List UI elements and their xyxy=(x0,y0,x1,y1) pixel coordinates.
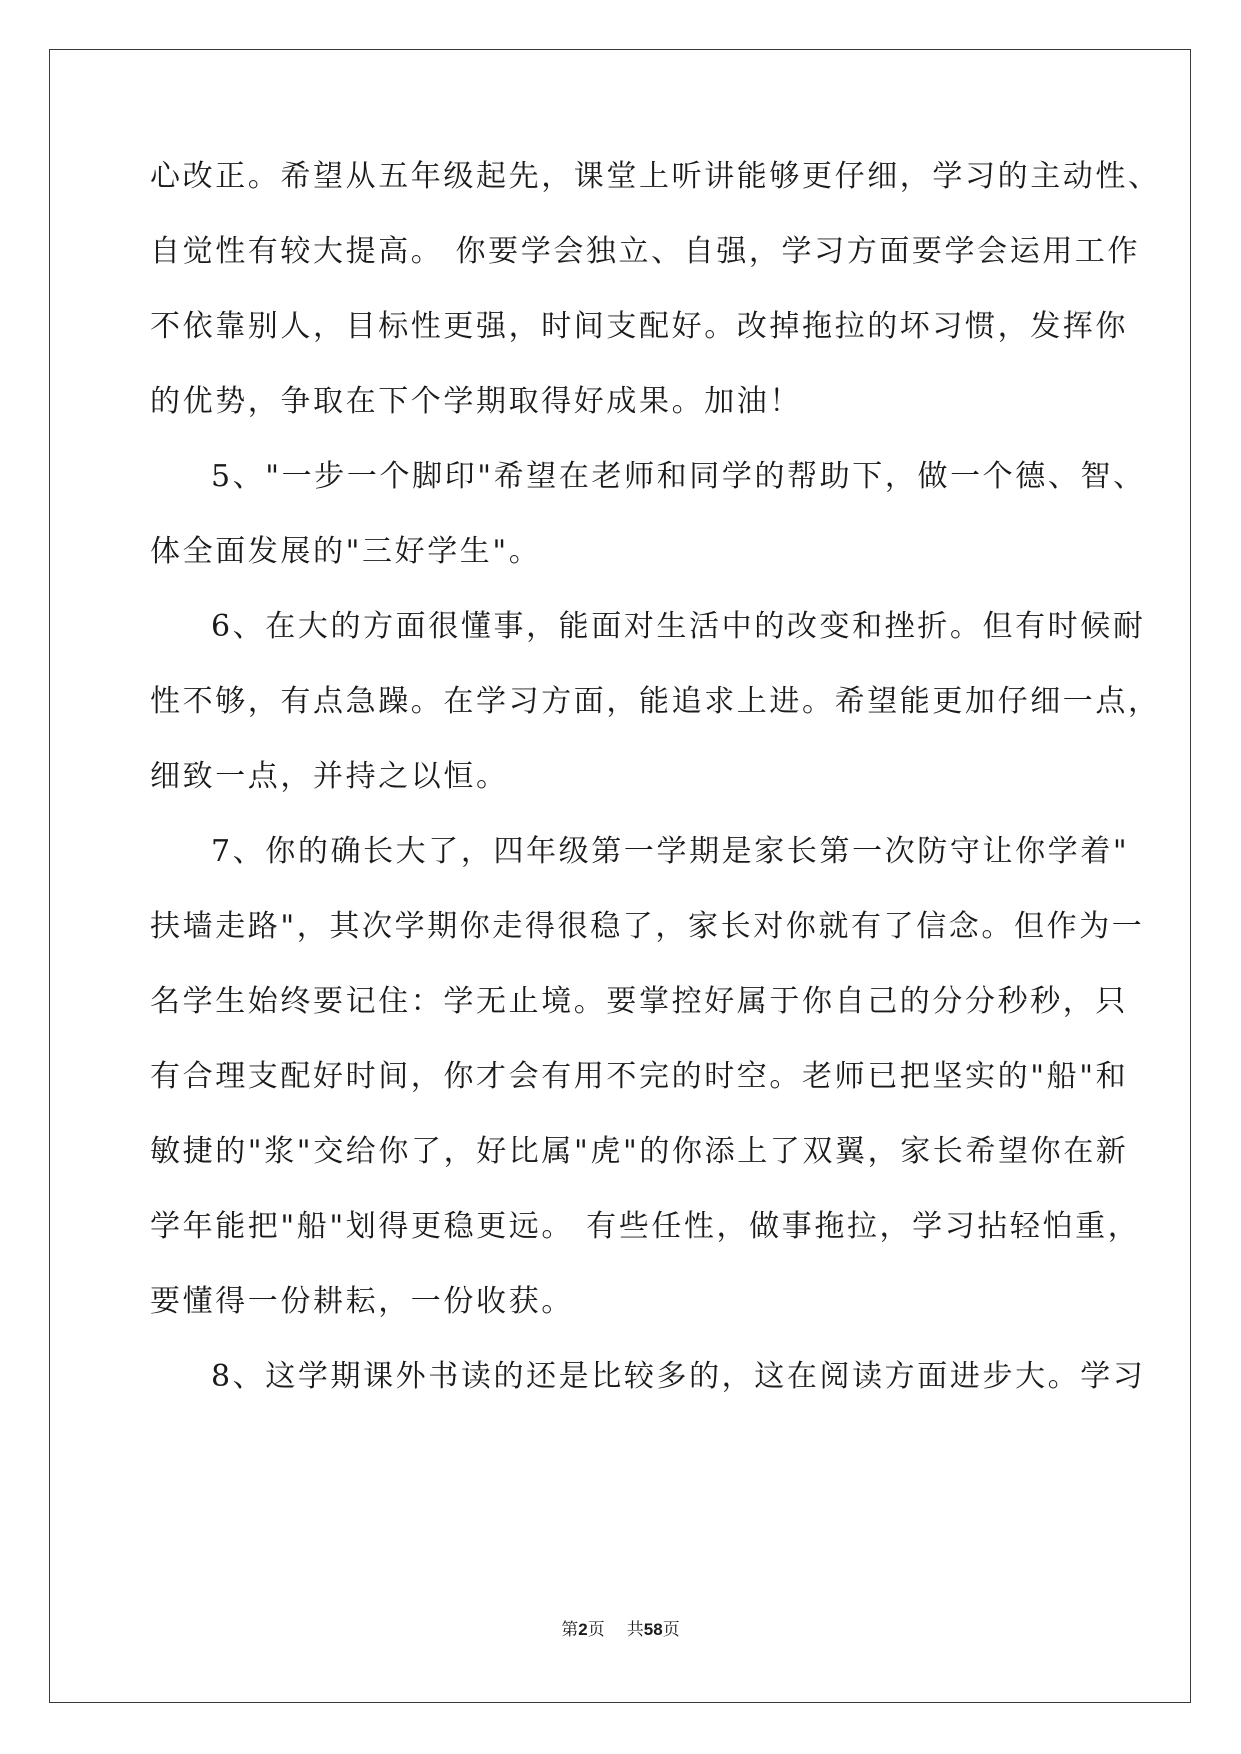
text-line: 学年能把"船"划得更稳更远。 有些任性，做事拖拉，学习拈轻怕重， xyxy=(150,1209,1141,1244)
text-line: 细致一点，并持之以恒。 xyxy=(150,759,509,794)
text-line: 心改正。希望从五年级起先，课堂上听讲能够更仔细，学习的主动性、 xyxy=(150,159,1161,194)
page-footer xyxy=(0,1620,1241,1640)
text-line: 的优势，争取在下个学期取得好成果。加油！ xyxy=(150,384,802,419)
page-prefix: 第 xyxy=(561,1620,579,1640)
page-suffix: 页 xyxy=(587,1620,605,1640)
page-number: 2 xyxy=(578,1620,588,1639)
text-line: 名学生始终要记住：学无止境。要掌控好属于你自己的分分秒秒，只 xyxy=(150,984,1128,1019)
text-line: 不依靠别人，目标性更强，时间支配好。改掉拖拉的坏习惯，发挥你 xyxy=(150,309,1128,344)
text-line: 性不够，有点急躁。在学习方面，能追求上进。希望能更加仔细一点， xyxy=(150,684,1161,719)
paragraph-8-start: 8、这学期课外书读的还是比较多的，这在阅读方面进步大。学习 xyxy=(211,1359,1146,1394)
text-line: 扶墙走路"，其次学期你走得很稳了，家长对你就有了信念。但作为一 xyxy=(150,909,1145,944)
page-border xyxy=(49,49,1191,1703)
paragraph-7-start: 7、你的确长大了，四年级第一学期是家长第一次防守让你学着" xyxy=(211,834,1130,869)
text-line: 有合理支配好时间，你才会有用不完的时空。老师已把坚实的"船"和 xyxy=(150,1059,1129,1094)
paragraph-6-start: 6、在大的方面很懂事，能面对生活中的改变和挫折。但有时候耐 xyxy=(211,609,1146,644)
total-prefix: 共 xyxy=(626,1620,644,1640)
text-line: 要懂得一份耕耘，一份收获。 xyxy=(150,1284,574,1319)
total-suffix: 页 xyxy=(662,1620,680,1640)
total-pages: 58 xyxy=(643,1620,663,1639)
text-line: 体全面发展的"三好学生"。 xyxy=(150,534,542,569)
text-line: 敏捷的"浆"交给你了，好比属"虎"的你添上了双翼，家长希望你在新 xyxy=(150,1134,1129,1169)
text-line: 自觉性有较大提高。 你要学会独立、自强，学习方面要学会运用工作 xyxy=(150,234,1141,269)
paragraph-5-start: 5、"一步一个脚印"希望在老师和同学的帮助下，做一个德、智、 xyxy=(211,459,1146,494)
